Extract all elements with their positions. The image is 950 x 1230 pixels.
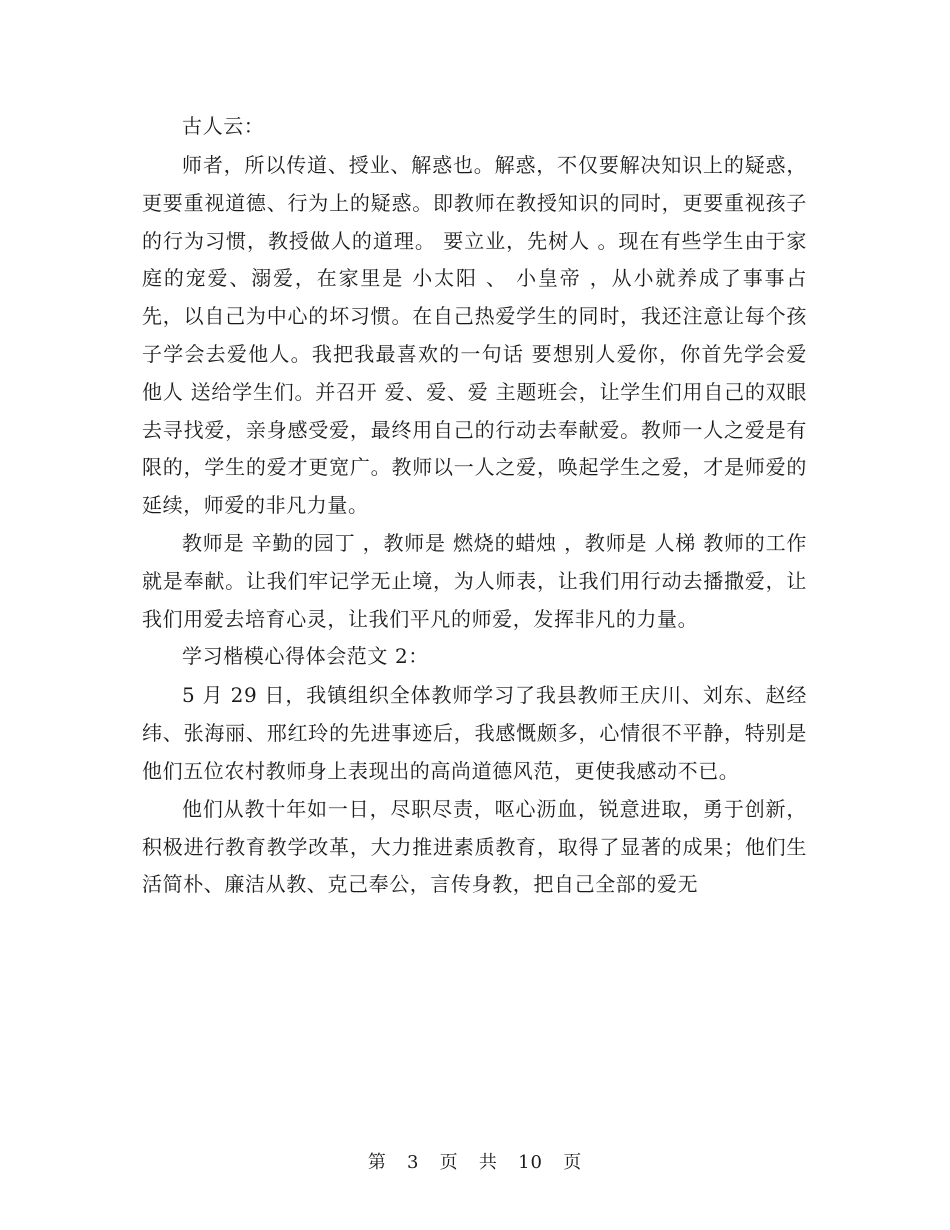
footer-page-word: 页 — [439, 1152, 459, 1173]
footer-total-pages: 10 — [518, 1152, 543, 1173]
paragraph-teacher-duty: 师者，所以传道、授业、解惑也。解惑，不仅要解决知识上的疑惑，更要重视道德、行为上的疑惑。即教师在教授知识的同时，更要重视孩子的行为习惯，教授做人的道理。 要立业，先树人 。现在有些学生由于家庭的宠爱、溺爱，在家里是 小太阳 、 小皇帝 ，从小就养成了事事占先，以自己为中心的坏习惯。在自己热爱学生的同时，我还注意让每个孩子学会去爱他人。我把我最喜欢的一句话 要想别人爱你，你首先学会爱他人 送给学生们。并召开 爱、爱、爱 主题班会，让学生们用自己的双眼去寻找爱，亲身感受爱，最终用自己的行动去奉献爱。教师一人之爱是有限的，学生的爱才更宽广。教师以一人之爱，唤起学生之爱，才是师爱的延续，师爱的非凡力量。 — [142, 152, 807, 518]
page-footer — [0, 1148, 950, 1174]
footer-total-word: 共 — [478, 1152, 498, 1173]
paragraph-teacher-virtues: 他们从教十年如一日，尽职尽责，呕心沥血，锐意进取，勇于创新，积极进行教育教学改革，大力推进素质教育，取得了显著的成果；他们生活简朴、廉洁从教、克己奉公，言传身教，把自己全部的爱无 — [142, 796, 807, 897]
paragraph-section-heading: 学习楷模心得体会范文 2： — [182, 644, 429, 669]
paragraph-study-event: 5 月 29 日，我镇组织全体教师学习了我县教师王庆川、刘东、赵经纬、张海丽、邢红玲的先进事迹后，我感慨颇多，心情很不平静，特别是他们五位农村教师身上表现出的高尚道德风范，更使我感动不已。 — [142, 683, 807, 783]
footer-prefix: 第 — [367, 1152, 387, 1173]
paragraph-teacher-devotion: 教师是 辛勤的园丁 ，教师是 燃烧的蜡烛 ，教师是 人梯 教师的工作就是奉献。让我们牢记学无止境，为人师表，让我们用行动去播撒爱，让我们用爱去培育心灵，让我们平凡的师爱，发挥非凡的力量。 — [142, 530, 807, 631]
footer-current-page: 3 — [407, 1152, 420, 1173]
paragraph-intro: 古人云： — [182, 114, 265, 138]
footer-suffix: 页 — [563, 1152, 583, 1173]
document-body — [142, 108, 807, 904]
